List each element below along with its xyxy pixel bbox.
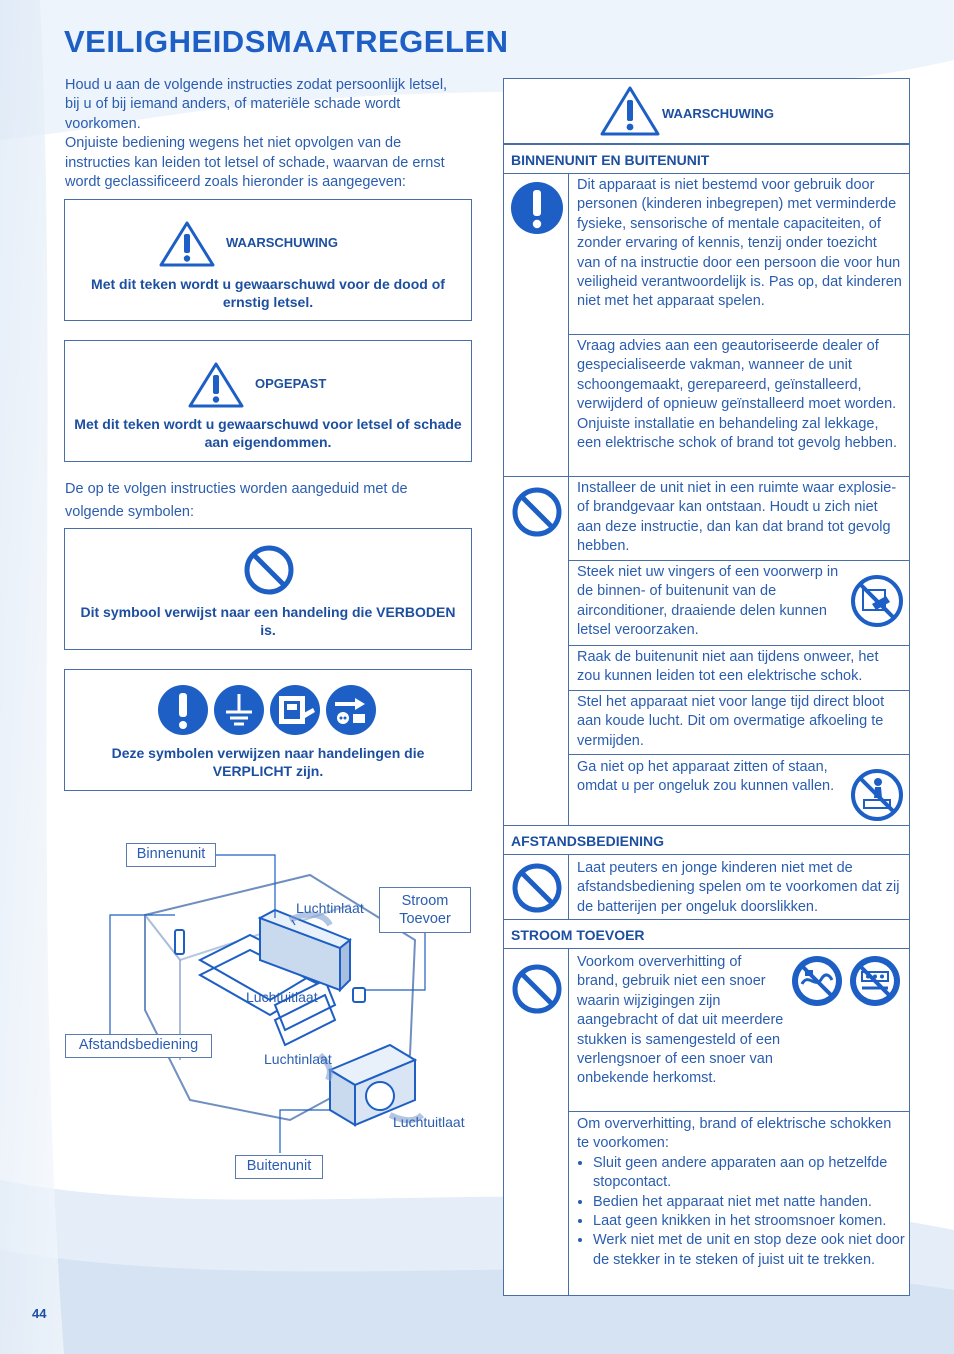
intro-paragraph-1: Houd u aan de volgende instructies zodat persoonlijk letsel, bij u of bij iemand anders, of materiële schade wordt voorkomen.: [65, 77, 448, 132]
list-item: • Sluit geen andere apparaten aan op hetzelfde stopcontact.: [593, 1154, 907, 1193]
symbols-intro: De op te volgen instructies worden aangeduid met de volgende symbolen:: [65, 481, 408, 520]
list-item: • Werk niet met de unit en stop deze ook niet door de stekker in te steken of juist uit te trekken.: [593, 1231, 907, 1270]
label-luchtinlaat-bottom: Luchtinlaat: [264, 1051, 332, 1067]
caution-legend-box: [64, 340, 472, 462]
label-luchtuitlaat-bottom: Luchtuitlaat: [393, 1114, 465, 1130]
mandatory-description: Deze symbolen verwijzen naar handelingen die VERPLICHT zijn.: [111, 745, 425, 779]
icon-cell-prohibited: [503, 476, 569, 826]
no-modified-cord-icon: [790, 954, 844, 1008]
label-luchtinlaat-top: Luchtinlaat: [296, 900, 364, 916]
prohibited-description: Dit symbool verwijst naar een handeling die VERBODEN is.: [80, 604, 456, 638]
label-stroom-toevoer: [379, 887, 471, 933]
table-header-label: WAARSCHUWING: [662, 106, 774, 121]
caution-heading: OPGEPAST: [255, 376, 327, 391]
ground-earth-icon: [213, 684, 265, 736]
prohibited-icon: [511, 963, 563, 1015]
warning-triangle-icon: [599, 85, 661, 137]
label-stroom: Stroom: [401, 893, 449, 909]
row-6-text: Stel het apparaat niet voor lange tijd direct bloot aan koude lucht. Dit om overmatige afkoeling te vermijden.: [577, 694, 885, 749]
row-2-text: Vraag advies aan een geautoriseerde dealer of gespecialiseerde vakman, wanneer de unit schoongemaakt, gerepareerd, geïnstalleerd, verwijderd of opnieuw geïnstalleerd moet worden. Onjuiste installatie en behandeling zal lekkage, een elektrische schok of brand tot gevolg hebben.: [577, 338, 898, 452]
prohibited-icon: [511, 486, 563, 538]
intro-text: [65, 76, 465, 192]
no-standing-icon: [850, 768, 904, 822]
icon-cell-prohibited-power: [503, 948, 569, 1296]
mandatory-exclamation-icon: [157, 684, 209, 736]
row-1-text: Dit apparaat is niet bestemd voor gebruik door personen (kinderen inbegrepen) met verminderde fysieke, sensorische of mentale capaciteiten, of zonder ervaring of kennis, tenzij onder toezicht van of na instructie door een persoon die voor hun veiligheid verantwoordelijk is. Pas op, dat kinderen niet met het apparaat spelen.: [577, 177, 902, 310]
row-10-text: [577, 1115, 907, 1270]
label-toevoer: Toevoer: [399, 911, 451, 927]
list-item: • Laat geen knikken in het stroomsnoer komen.: [593, 1212, 907, 1231]
label-binnenunit: Binnenunit: [126, 843, 216, 867]
row-7-text: Ga niet op het apparaat zitten of staan, omdat u per ongeluk zou kunnen vallen.: [577, 759, 835, 795]
no-extension-cord-icon: [848, 954, 902, 1008]
switch-off-icon: [269, 684, 321, 736]
page-title: VEILIGHEIDSMAATREGELEN: [64, 24, 509, 59]
warning-description: Met dit teken wordt u gewaarschuwd voor de dood of ernstig letsel.: [91, 276, 445, 310]
icon-cell-prohibited-remote: [503, 854, 569, 920]
warning-legend-box: [64, 199, 472, 321]
row-4-text: Steek niet uw vingers of een voorwerp in de binnen- of buitenunit van de airconditioner, draaiende delen kunnen letsel veroorzaken.: [577, 564, 839, 639]
page-number: 44: [32, 1306, 47, 1321]
caution-triangle-icon: [187, 361, 245, 409]
label-luchtuitlaat-mid: Luchtuitlaat: [246, 989, 318, 1005]
installation-diagram: [60, 830, 480, 1190]
label-afstandsbediening: Afstandsbediening: [65, 1034, 212, 1058]
row-3-text: Installeer de unit niet in een ruimte waar explosie- of brandgevaar kan ontstaan. Houdt u zich niet aan deze instructie, dan kan dat brand tot gevolg hebben.: [577, 480, 897, 555]
row-5-text: Raak de buitenunit niet aan tijdens onweer, het zou kunnen leiden tot een elektrische schok.: [577, 649, 879, 685]
list-item: • Bedien het apparaat niet met natte handen.: [593, 1193, 907, 1212]
label-buitenunit: Buitenunit: [235, 1155, 323, 1179]
section-stroom-toevoer: STROOM TOEVOER: [503, 919, 910, 949]
row-9-text: Voorkom oververhitting of brand, gebruik niet een snoer waarin wijzigingen zijn aangebracht of dat uit meerdere stukken is samengesteld of een verlengsnoer of een snoer van onbekende herkomst.: [577, 954, 784, 1087]
prohibited-icon: [243, 544, 295, 596]
mandatory-legend-box: [64, 669, 472, 791]
table-header: [503, 78, 910, 144]
caution-description: Met dit teken wordt u gewaarschuwd voor letsel of schade aan eigendommen.: [74, 416, 462, 450]
icon-cell-mandatory: [503, 173, 569, 477]
section-binnenunit-buitenunit: BINNENUNIT EN BUITENUNIT: [503, 144, 910, 174]
row-8-text: Laat peuters en jonge kinderen niet met de afstandsbediening spelen om te voorkomen dat zij de batterijen per ongeluk doorslikken.: [577, 860, 900, 915]
row-10-intro: Om oververhitting, brand of elektrische schokken te voorkomen:: [577, 1116, 892, 1152]
prohibited-icon: [511, 862, 563, 914]
row-10-list: [577, 1154, 907, 1270]
warning-triangle-icon: [158, 220, 216, 268]
prohibited-legend-box: [64, 528, 472, 650]
no-fingers-icon: [850, 574, 904, 628]
section-afstandsbediening: AFSTANDSBEDIENING: [503, 825, 910, 855]
warning-heading: WAARSCHUWING: [226, 235, 338, 250]
unplug-icon: [325, 684, 377, 736]
intro-paragraph-2: Onjuiste bediening wegens het niet opvolgen van de instructies kan leiden tot letsel of schade, waarvan de ernst wordt geclassificeerd zoals hieronder is aangegeven:: [65, 135, 445, 191]
mandatory-exclamation-icon: [510, 181, 564, 235]
